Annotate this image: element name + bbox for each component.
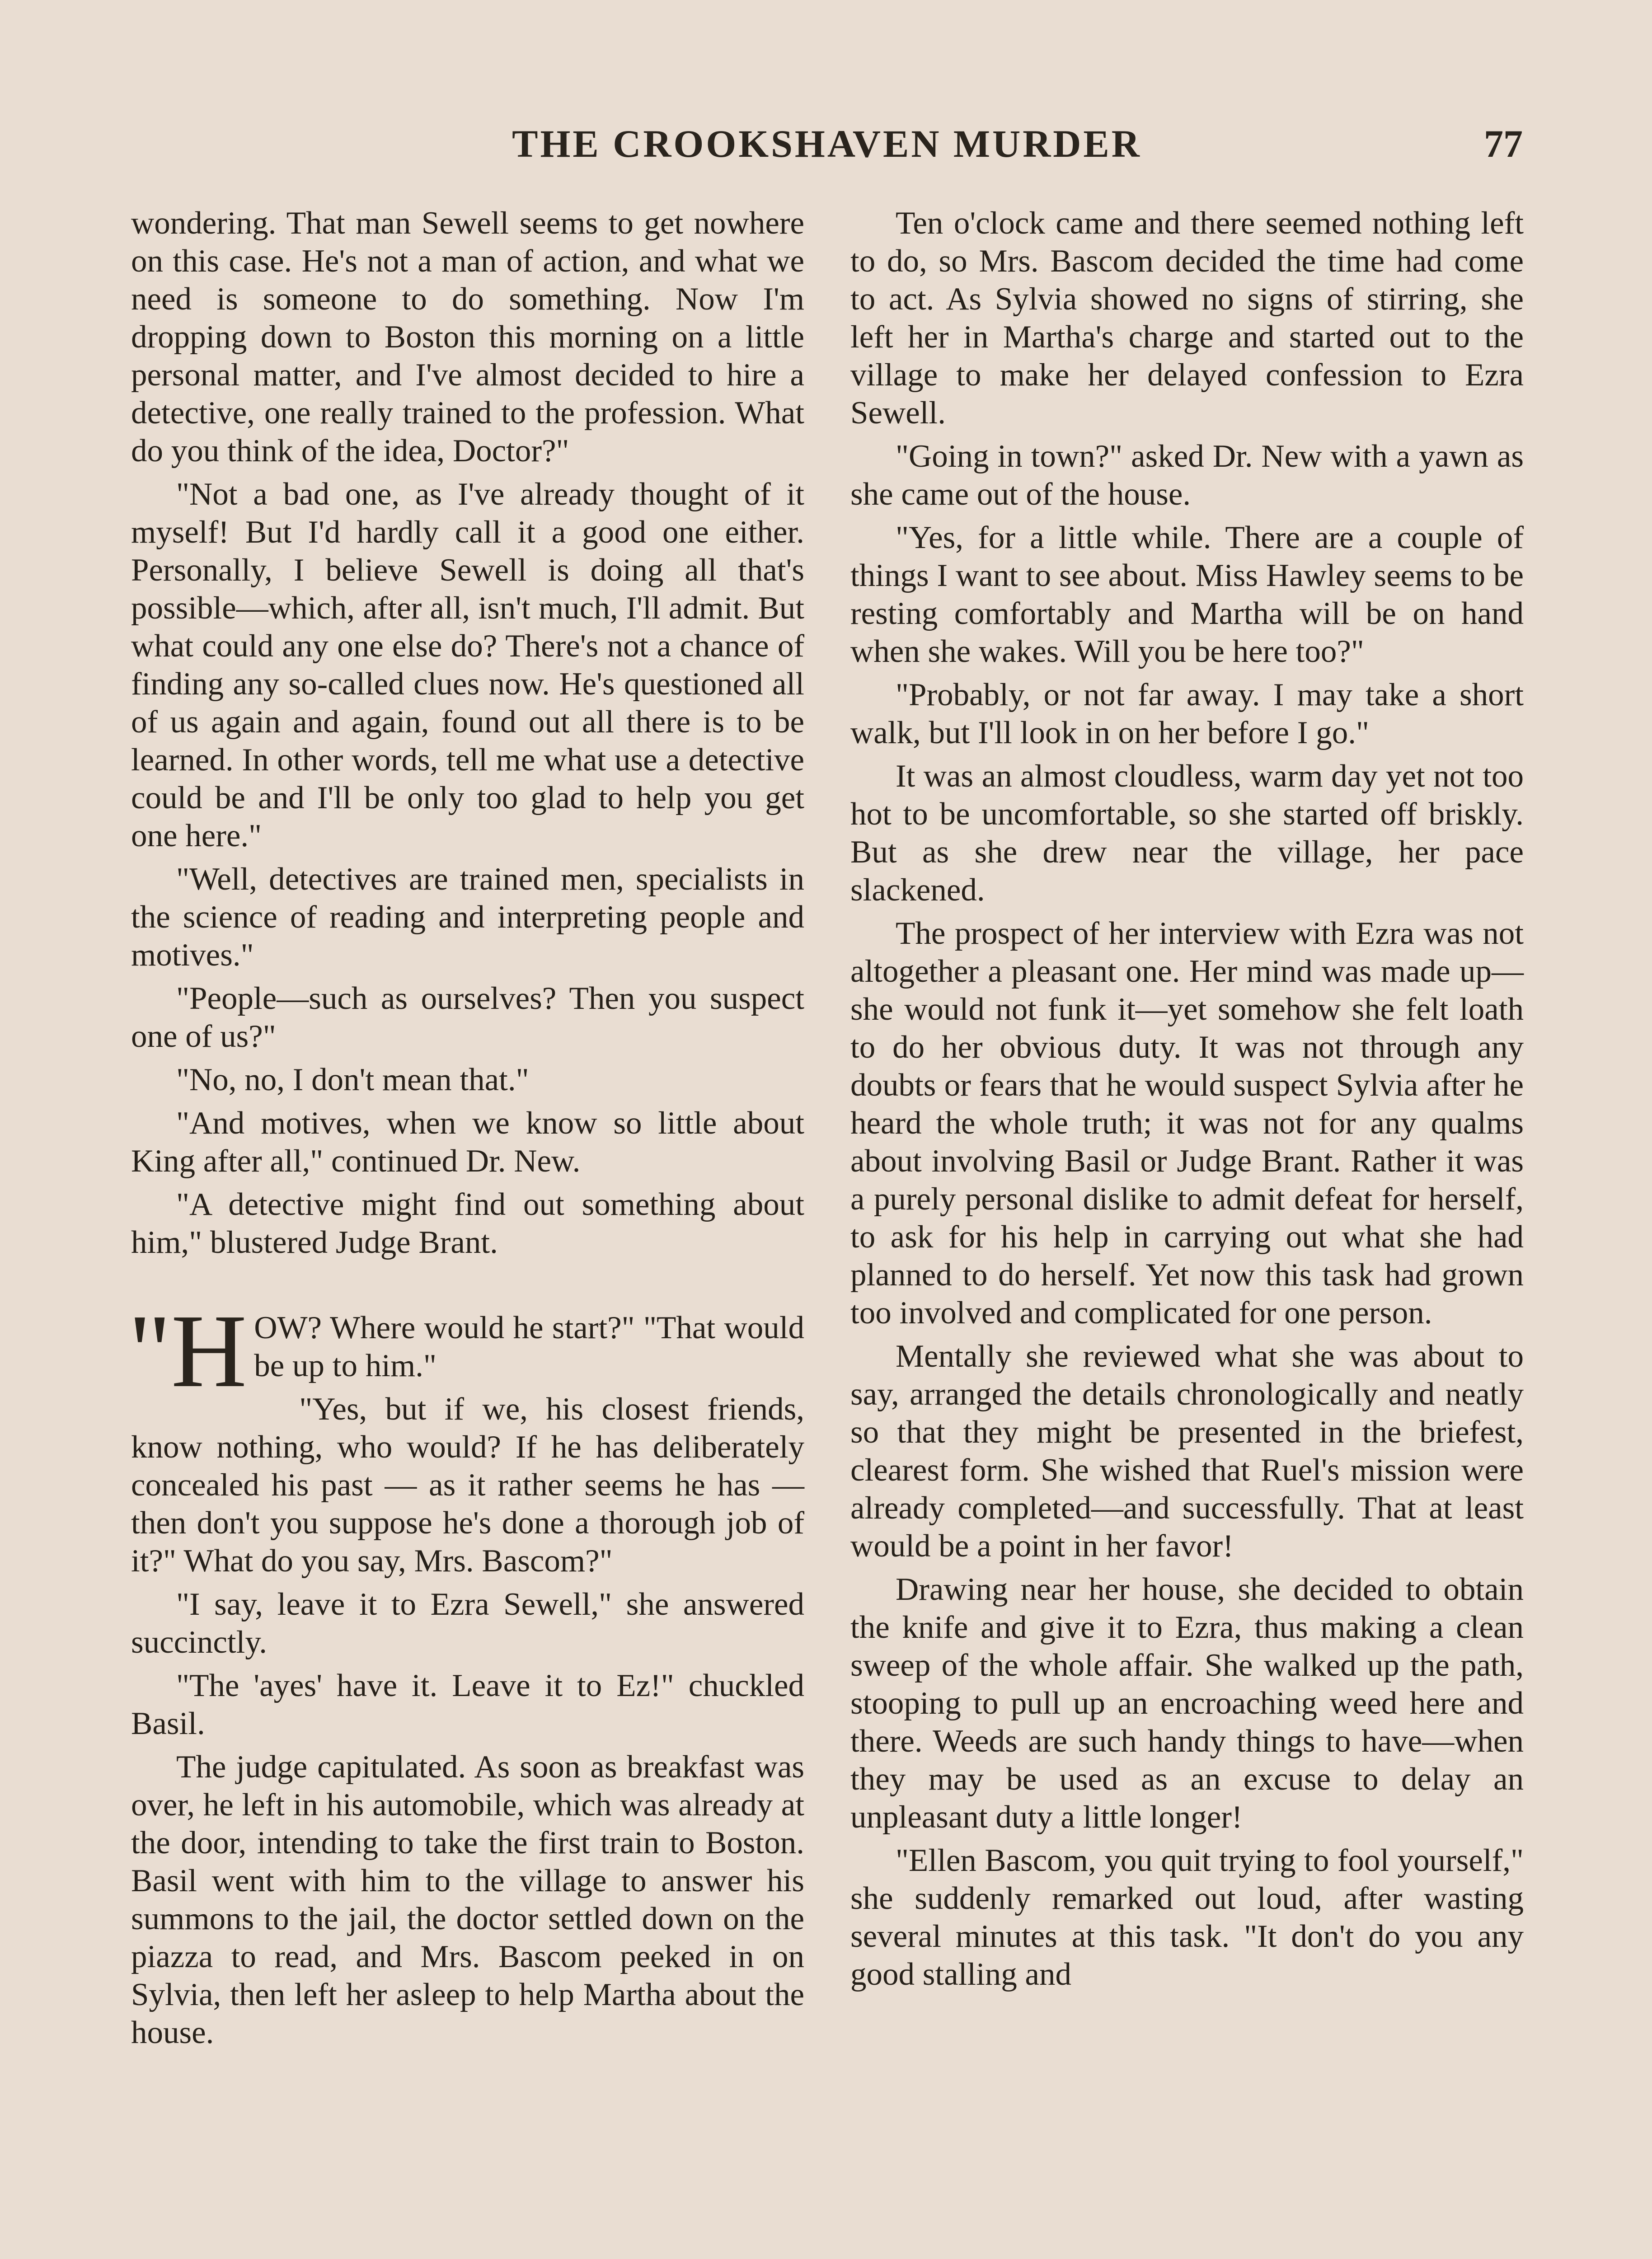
paragraph-text: OW? Where would he start?" "That would be up to him.": [254, 1310, 804, 1383]
paragraph: "No, no, I don't mean that.": [176, 1062, 529, 1097]
paragraph: wondering. That man Sewell seems to get nowhere on this case. He's not a man of action, and what we need is someone to do something. Now I'm dropping down to Boston this morning on a little personal matter, and I've almost decided to hire a detective, one really trained to the profession. What do you think of the idea, Doctor?": [131, 206, 804, 469]
paragraph: It was an almost cloudless, warm day yet not too hot to be uncomfortable, so she started off briskly. But as she drew near the village, her pace slackened.: [850, 759, 1524, 908]
paragraph: "And motives, when we know so little about King after all," continued Dr. New.: [131, 1106, 804, 1179]
section-opening-paragraph: [128, 1293, 804, 1409]
paragraph: "The 'ayes' have it. Leave it to Ez!" chuckled Basil.: [131, 1668, 804, 1741]
paragraph: "Going in town?" asked Dr. New with a yawn as she came out of the house.: [850, 439, 1524, 512]
paragraph: The prospect of her interview with Ezra was not altogether a pleasant one. Her mind was made up—she would not funk it—yet somehow she felt loath to do her obvious duty. It was not through any doubts or fears that he would suspect Sylvia after he heard the whole truth; it was not for any qualms about involving Basil or Judge Brant. Rather it was a purely personal dislike to admit defeat for herself, to ask for his help in carrying out what she had planned to do herself. Yet now this task had grown too involved and complicated for one person.: [850, 916, 1524, 1331]
paragraph: "People—such as ourselves? Then you suspect one of us?": [131, 981, 804, 1054]
paragraph: "Yes, but if we, his closest friends, know nothing, who would? If he has deliberately concealed his past — as it rather seems he has — then don't you suppose he's done a thorough job of it?" What do you say, Mrs. Bascom?": [131, 1392, 804, 1579]
paragraph: Ten o'clock came and there seemed nothing left to do, so Mrs. Bascom decided the time had come to act. As Sylvia showed no signs of stirring, she left her in Martha's charge and started out to the village to make her delayed confession to Ezra Sewell.: [850, 206, 1524, 431]
running-head: [131, 121, 1523, 171]
page-number: 77: [1484, 122, 1523, 165]
paragraph: "Well, detectives are trained men, specialists in the science of reading and interpreting people and motives.": [131, 862, 804, 973]
paragraph: The judge capitulated. As soon as breakfast was over, he left in his automobile, which was already at the door, intending to take the first train to Boston. Basil went with him to the village to answer his summons to the jail, the doctor settled down on the piazza to read, and Mrs. Bascom peeked in on Sylvia, then left her asleep to help Martha about the house.: [131, 1749, 804, 2050]
paragraph: "Yes, for a little while. There are a couple of things I want to see about. Miss Hawley seems to be resting comfortably and Martha will be on hand when she wakes. Will you be here too?": [850, 520, 1524, 669]
paragraph: "Probably, or not far away. I may take a short walk, but I'll look in on her before I go.": [850, 677, 1524, 750]
running-head-title: THE CROOKSHAVEN MURDER: [512, 122, 1142, 165]
paragraph: "A detective might find out something about him," blustered Judge Brant.: [131, 1187, 804, 1260]
paragraph: "Not a bad one, as I've already thought of it myself! But I'd hardly call it a good one either. Personally, I believe Sewell is doing all that's possible—which, after all, isn't much, I'll admit. But what could any one else do? There's not a chance of finding any so-called clues now. He's questioned all of us again and again, found out all there is to be learned. In other words, tell me what use a detective could be and I'll be only too glad to help you get one here.": [131, 477, 804, 853]
paragraph: "Ellen Bascom, you quit trying to fool yourself," she suddenly remarked out loud, after wasting several minutes at this task. "It don't do you any good stalling and: [850, 1843, 1524, 1992]
drop-cap: "H: [128, 1293, 247, 1409]
left-column: [128, 204, 804, 2057]
right-column: [850, 204, 1524, 1999]
paragraph: "I say, leave it to Ezra Sewell," she answered succinctly.: [131, 1587, 804, 1660]
paragraph: Mentally she reviewed what she was about to say, arranged the details chronologically and neatly so that they might be presented in the briefest, clearest form. She wished that Ruel's mission were already completed—and successfully. That at least would be a point in her favor!: [850, 1339, 1524, 1564]
paragraph: Drawing near her house, she decided to obtain the knife and give it to Ezra, thus making a clean sweep of the whole affair. She walked up the path, stooping to pull up an encroaching weed here and there. Weeds are such handy things to have—when they may be used as an excuse to delay an unpleasant duty a little longer!: [850, 1572, 1524, 1835]
